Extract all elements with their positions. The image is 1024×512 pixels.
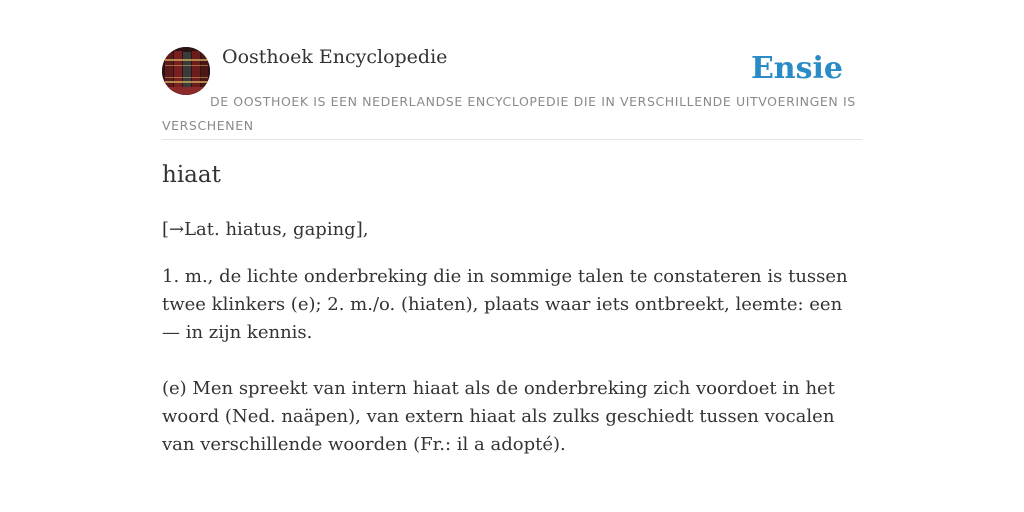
books-illustration	[162, 47, 210, 95]
site-header	[162, 0, 862, 140]
encyclopedia-books-icon[interactable]	[162, 47, 210, 95]
entry-note: (e) Men spreekt van intern hiaat als de onderbreking zich voordoet in het woord (Ned. naäpen), van extern hiaat als zulks geschiedt tussen vocalen van verschillende woorden (Fr.: il a adopté).	[162, 378, 835, 455]
entry-etymology: [→Lat. hiatus, gaping],	[162, 219, 369, 240]
entry-definition: 1. m., de lichte onderbreking die in sommige talen te constateren is tussen twee klinkers (e); 2. m./o. (hiaten), plaats waar iets ontbreekt, leemte: een — in zijn kennis.	[162, 266, 848, 343]
entry-title: hiaat	[162, 162, 221, 188]
site-title[interactable]: Oosthoek Encyclopedie	[222, 46, 448, 68]
site-tagline: DE OOSTHOEK IS EEN NEDERLANDSE ENCYCLOPEDIE DIE IN VERSCHILLENDE UITVOERINGEN IS VERSCHENEN	[162, 94, 856, 133]
brand-logo[interactable]: Ensie	[750, 51, 843, 86]
page-container	[162, 0, 862, 455]
